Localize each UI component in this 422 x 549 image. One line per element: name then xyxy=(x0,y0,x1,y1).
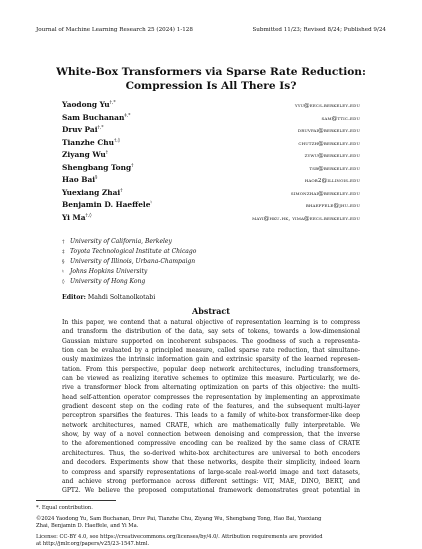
author-email: zywu@berkeley.edu xyxy=(304,153,360,159)
abstract-line: gradient descent step on the coding rate of the features, and the subsequent multi-layer xyxy=(62,403,360,411)
affiliation-mark: ‡ xyxy=(62,249,65,255)
author-name: Tianzhe Chu xyxy=(62,137,114,147)
affiliation-text: Toyota Technological Institute at Chicago xyxy=(70,248,197,255)
submission-dates: Submitted 11/23; Revised 8/24; Published 9/24 xyxy=(252,27,386,33)
abstract-line: GPT2. We believe the proposed computational framework demonstrates great potential in xyxy=(62,487,360,495)
abstract-line: ously maximizes the intrinsic information gain and extrinsic sparsity of the learned represen- xyxy=(62,356,360,364)
abstract-line: and decoders. Experiments show that these networks, despite their simplicity, indeed learn xyxy=(62,459,360,467)
author-email: tsb@berkeley.edu xyxy=(309,165,360,172)
author-row xyxy=(62,125,360,138)
abstract-line: tation. From this perspective, popular deep network architectures, including transformers, xyxy=(62,365,360,373)
author-name: Hao Bai xyxy=(62,175,96,184)
abstract-line: network architectures, named CRATE, which are mathematically fully interpretable. We xyxy=(62,421,360,429)
abstract-line: In this paper, we contend that a natural objective of representation learning is to compress xyxy=(62,319,360,326)
affiliation-item xyxy=(62,257,196,267)
paper-title xyxy=(30,66,392,93)
author-row xyxy=(62,150,360,163)
author-name: Ziyang Wu xyxy=(62,150,106,159)
author-marks: § xyxy=(95,175,98,181)
author-email: bhaeffele@jhu.edu xyxy=(305,203,360,209)
author-row xyxy=(62,175,360,188)
author-name: Benjamin D. Haeffele xyxy=(62,200,151,209)
affiliation-item xyxy=(62,247,196,257)
title-line-2: Compression Is All There Is? xyxy=(125,79,297,92)
author-email: sam@ttic.edu xyxy=(321,115,360,122)
footnotes xyxy=(36,505,386,549)
affiliation-item xyxy=(62,237,196,247)
author-marks: ♮ xyxy=(150,200,153,206)
author-email: druvpai@berkeley.edu xyxy=(297,128,360,134)
author-marks: †,* xyxy=(97,125,104,131)
license-line-2: at http://jmlr.org/papers/v25/23-1547.html. xyxy=(36,541,150,548)
editor-line xyxy=(62,294,155,301)
journal-citation: Journal of Machine Learning Research 25 (2024) 1-128 xyxy=(36,27,193,33)
author-row xyxy=(62,200,360,213)
abstract-line: perceptron sparsifies the features. This leads to a family of white-box transformer-like deep xyxy=(62,412,360,420)
editor-name: Mahdi Soltanolkotabi xyxy=(87,294,156,301)
affiliation-mark: ◊ xyxy=(62,279,65,285)
author-email: mayi@hku.hk, yima@eecs.berkeley.edu xyxy=(252,215,360,222)
affiliation-text: University of California, Berkeley xyxy=(70,238,172,245)
affiliation-item xyxy=(62,267,196,277)
running-header xyxy=(36,27,386,33)
abstract-line: show, by way of a novel connection between denoising and compression, that the inverse xyxy=(62,431,360,439)
affiliation-text: University of Illinois, Urbana-Champaign xyxy=(70,258,196,265)
abstract-line: to compress and sparsify representations of large-scale real-world image and text datasets, xyxy=(62,468,360,476)
abstract-heading: Abstract xyxy=(192,306,230,316)
author-marks: ‡,* xyxy=(124,113,131,119)
copyright-line-1: ©2024 Yaodong Yu, Sam Buchanan, Druv Pai, Tianzhe Chu, Ziyang Wu, Shengbang Tong, Hao Bai, Yuexiang xyxy=(36,515,322,522)
abstract-line: rive a transformer block from alternating optimization on parts of this objective: the multi- xyxy=(62,384,360,392)
abstract-line: Gaussian mixture supported on incoherent subspaces. The goodness of such a representa- xyxy=(62,337,360,345)
author-marks: †,◊ xyxy=(85,213,92,219)
affiliation-text: Johns Hopkins University xyxy=(70,268,148,275)
author-marks: † xyxy=(120,188,123,194)
affiliation-mark: § xyxy=(62,259,65,265)
author-marks: †,* xyxy=(109,100,116,106)
author-name: Yaodong Yu xyxy=(62,100,110,109)
author-marks: † xyxy=(105,150,109,156)
author-row xyxy=(62,138,360,151)
abstract-line: to the aforementioned compressive encoding can be realized by the same class of CRATE xyxy=(62,440,360,448)
author-row xyxy=(62,188,360,201)
author-name: Druv Pai xyxy=(62,125,98,134)
author-row xyxy=(62,113,360,126)
author-marks: †,◊ xyxy=(113,138,120,144)
author-row xyxy=(62,163,360,176)
abstract-line: tion can be evaluated by a principled measure, called sparse rate reduction, that simultane- xyxy=(62,347,360,355)
author-email: chutzh@berkeley.edu xyxy=(298,140,360,147)
author-list xyxy=(62,100,360,225)
author-name: Shengbang Tong xyxy=(62,162,132,172)
author-email: simonzhai@berkeley.edu xyxy=(290,190,360,197)
author-email: yyu@eecs.berkeley.edu xyxy=(294,103,360,109)
abstract-body xyxy=(62,318,360,496)
author-email: haob2@illinois.edu xyxy=(304,178,360,184)
affiliation-text: University of Hong Kong xyxy=(70,278,146,285)
abstract-line: and achieve strong performance across different settings: ViT, MAE, DINO, BERT, and xyxy=(62,477,360,485)
author-row xyxy=(62,100,360,113)
abstract-line: and transform the distribution of the data, say sets of tokens, towards a low-dimensional xyxy=(62,328,360,336)
author-marks: † xyxy=(131,163,134,169)
abstract-line: can be viewed as realizing iterative schemes to optimize this measure. Particularly, we de- xyxy=(62,375,360,383)
editor-label: Editor: xyxy=(62,294,86,301)
affiliation-mark: † xyxy=(62,239,65,245)
abstract-line: head self-attention operator compresses the representation by implementing an approximate xyxy=(62,393,360,401)
author-name: Yi Ma xyxy=(62,212,86,222)
license-line-1: License: CC-BY 4.0, see https://creativecommons.org/licenses/by/4.0/. Attribution requirements are provided xyxy=(36,533,323,540)
equal-contribution-note: *. Equal contribution. xyxy=(36,505,93,511)
copyright-line-2: Zhai, Benjamin D. Haeffele, and Yi Ma. xyxy=(36,523,139,530)
author-name: Yuexiang Zhai xyxy=(62,187,121,197)
author-row xyxy=(62,213,360,226)
affiliation-list xyxy=(62,237,196,287)
abstract-line: architectures. Thus, the so-derived white-box architectures are universal to both encoders xyxy=(62,449,360,457)
title-line-1: White-Box Transformers via Sparse Rate Reduction: xyxy=(56,66,366,78)
author-name: Sam Buchanan xyxy=(62,112,125,122)
affiliation-mark: ♮ xyxy=(62,269,64,275)
affiliation-item xyxy=(62,277,196,287)
footnote-rule xyxy=(36,500,116,501)
